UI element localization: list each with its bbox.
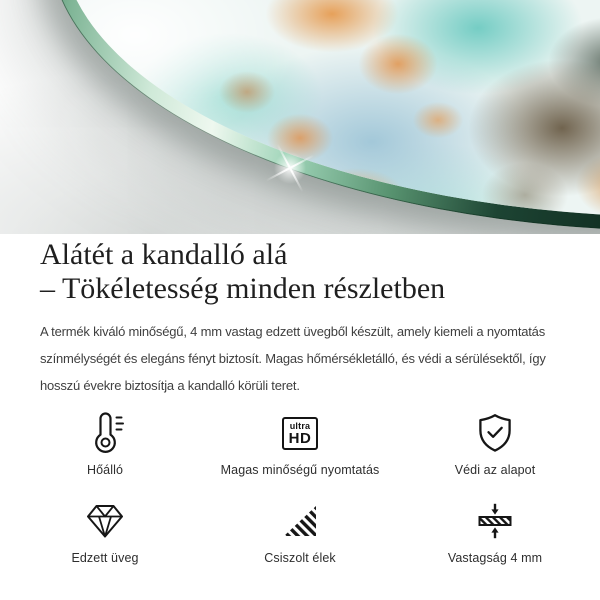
feature-grid — [40, 411, 560, 565]
product-description-section — [0, 238, 600, 565]
ultra-hd-badge-bottom: HD — [288, 429, 312, 447]
fluid-art-print — [61, 0, 600, 217]
feature-label: Edzett üveg — [71, 551, 139, 565]
feature-tempered-glass — [40, 499, 170, 565]
feature-thickness — [430, 499, 560, 565]
feature-base-protection — [430, 411, 560, 477]
diamond-icon — [85, 499, 125, 543]
product-image — [0, 0, 600, 234]
thickness-icon — [477, 499, 513, 543]
feature-polished-edges — [170, 499, 430, 565]
title-line-1: Alátét a kandalló alá — [40, 238, 288, 271]
ultra-hd-icon — [282, 411, 319, 455]
feature-label: Vastagság 4 mm — [447, 551, 543, 565]
feature-label: Magas minőségű nyomtatás — [220, 463, 380, 477]
page-title — [40, 238, 560, 306]
glass-disc — [61, 0, 600, 217]
ultra-hd-badge-top: ultra — [289, 420, 311, 431]
title-line-2: – Tökéletesség minden részletben — [40, 272, 446, 305]
beveled-edge-icon — [283, 499, 317, 543]
shield-check-icon — [477, 411, 513, 455]
thermometer-icon — [85, 411, 125, 455]
product-description: A termék kiváló minőségű, 4 mm vastag edzett üvegből készült, amely kiemeli a nyomtatás színmélységét és elegáns fényt biztosít. Magas hőmérsékletálló, és védi a sérülésektől, így hosszú évekre biztosítja a kandalló körüli teret. — [40, 324, 546, 393]
feature-print-quality — [170, 411, 430, 477]
feature-label: Csiszolt élek — [264, 551, 336, 565]
feature-heat-resistant — [40, 411, 170, 477]
feature-label: Hőálló — [86, 463, 124, 477]
feature-label: Védi az alapot — [454, 463, 536, 477]
